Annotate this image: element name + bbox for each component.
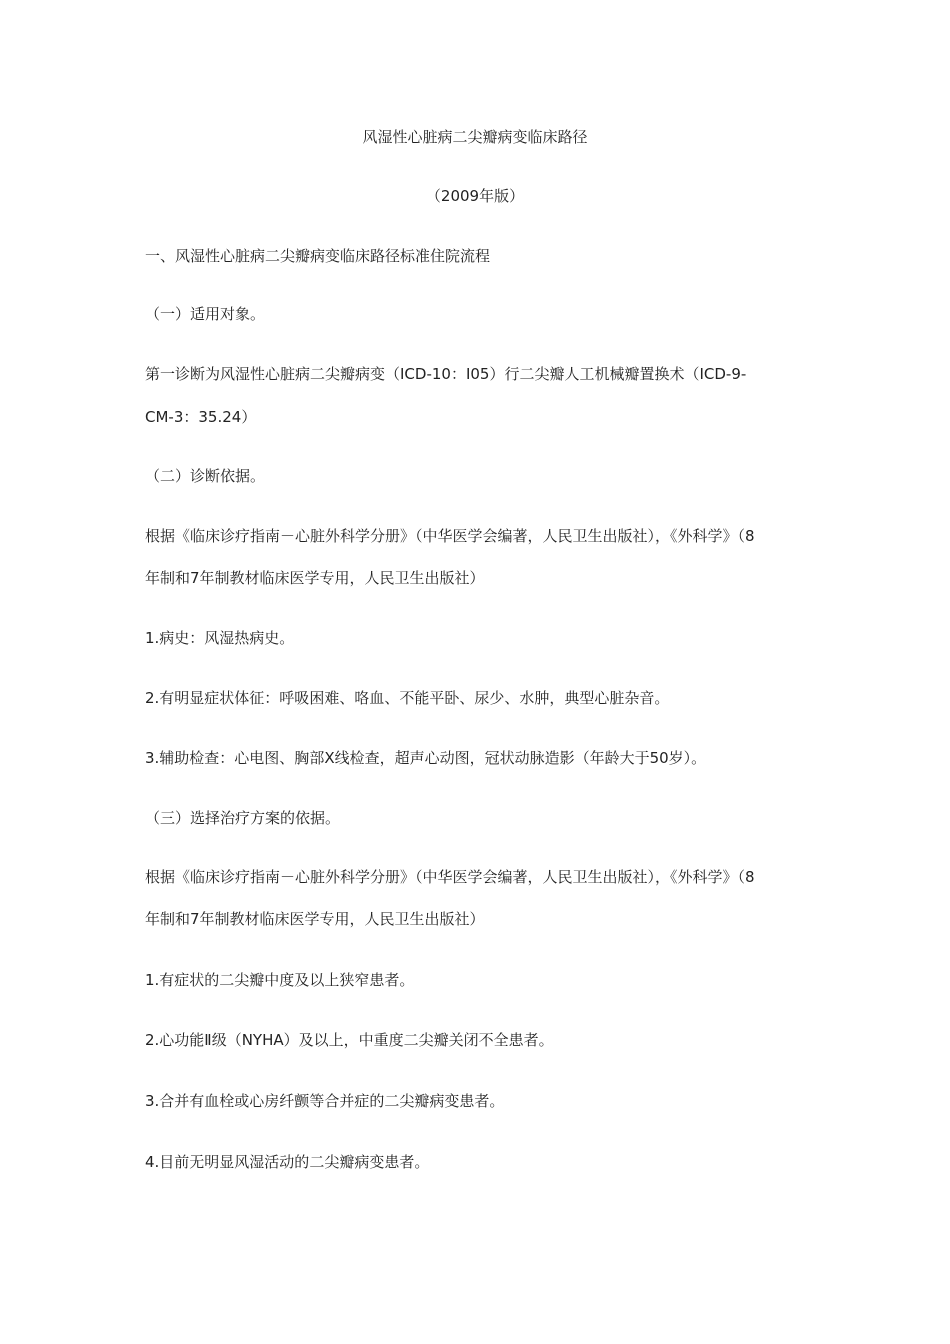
document-title: 风湿性心脏病二尖瓣病变临床路径 [362, 128, 588, 146]
paragraph-line: 第一诊断为风湿性心脏病二尖瓣病变（ICD-10：I05）行二尖瓣人工机械瓣置换术（ICD-9- [145, 365, 747, 383]
paragraph-line: 年制和7年制教材临床医学专用，人民卫生出版社） [145, 910, 485, 928]
list-item: 4.目前无明显风湿活动的二尖瓣病变患者。 [145, 1153, 430, 1171]
section-heading: 一、风湿性心脏病二尖瓣病变临床路径标准住院流程 [145, 247, 491, 265]
subsection-heading: （三）选择治疗方案的依据。 [145, 809, 341, 827]
subsection-heading: （二）诊断依据。 [145, 467, 266, 485]
list-item: 2.有明显症状体征：呼吸困难、咯血、不能平卧、尿少、水肿，典型心脏杂音。 [145, 689, 670, 707]
subsection-heading: （一）适用对象。 [145, 305, 266, 323]
paragraph-line: 根据《临床诊疗指南－心脏外科学分册》（中华医学会编著，人民卫生出版社），《外科学》（8 [145, 527, 755, 545]
list-item: 3.辅助检查：心电图、胸部X线检查，超声心动图，冠状动脉造影（年龄大于50岁）。 [145, 749, 707, 767]
paragraph-line: CM-3：35.24） [145, 408, 257, 426]
paragraph-line: 根据《临床诊疗指南－心脏外科学分册》（中华医学会编著，人民卫生出版社），《外科学》（8 [145, 868, 755, 886]
list-item: 1.有症状的二尖瓣中度及以上狭窄患者。 [145, 971, 415, 989]
paragraph-line: 年制和7年制教材临床医学专用，人民卫生出版社） [145, 569, 485, 587]
list-item: 3.合并有血栓或心房纤颤等合并症的二尖瓣病变患者。 [145, 1092, 505, 1110]
list-item: 2.心功能Ⅱ级（NYHA）及以上，中重度二尖瓣关闭不全患者。 [145, 1031, 554, 1049]
document-edition: （2009年版） [425, 187, 525, 205]
list-item: 1.病史：风湿热病史。 [145, 629, 295, 647]
